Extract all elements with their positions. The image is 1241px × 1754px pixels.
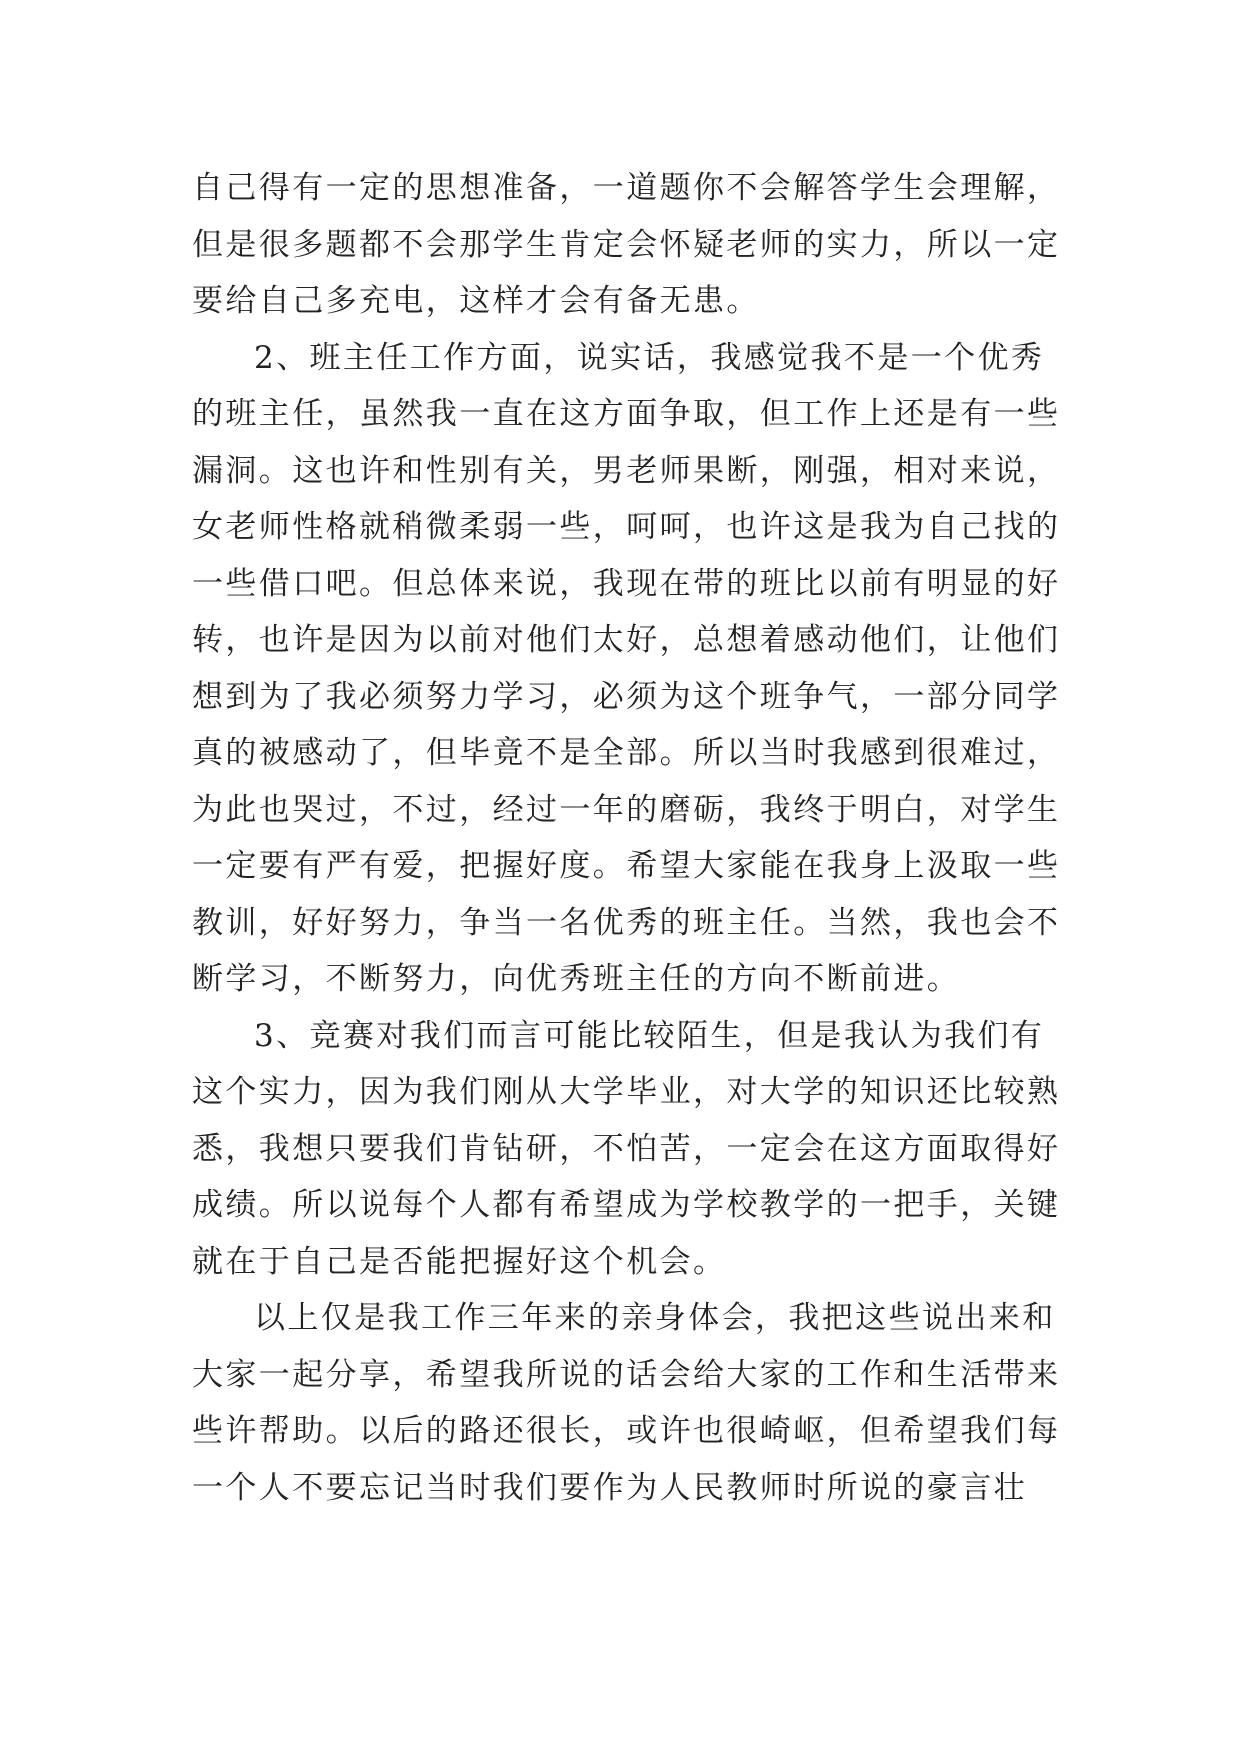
document-body	[192, 160, 1061, 1516]
text-line: 这个实力，因为我们刚从大学毕业，对大学的知识还比较熟	[192, 1074, 1061, 1110]
text-line: 想到为了我必须努力学习，必须为这个班争气，一部分同学	[192, 678, 1061, 715]
text-line: 为此也哭过，不过，经过一年的磨砺，我终于明白，对学生	[192, 791, 1061, 828]
text-line: 一个人不要忘记当时我们要作为人民教师时所说的豪言壮	[192, 1469, 1027, 1506]
text-line: 大家一起分享，希望我所说的话会给大家的工作和生活带来	[192, 1356, 1061, 1393]
text-line: 要给自己多充电，这样才会有备无患。	[192, 283, 760, 319]
text-line: 女老师性格就稍微柔弱一些，呵呵，也许这是我为自己找的	[192, 509, 1061, 545]
text-line: 转，也许是因为以前对他们太好，总想着感动他们，让他们	[192, 622, 1061, 658]
text-line: 些许帮助。以后的路还很长，或许也很崎岖，但希望我们每	[192, 1413, 1061, 1449]
text-line: 成绩。所以说每个人都有希望成为学校教学的一把手，关键	[192, 1187, 1061, 1223]
text-line: 自己得有一定的思想准备，一道题你不会解答学生会理解，	[192, 170, 1061, 206]
paragraph-first-line: 2、班主任工作方面，说实话，我感觉我不是一个优秀	[254, 339, 1045, 376]
text-line: 悉，我想只要我们肯钻研，不怕苦，一定会在这方面取得好	[192, 1130, 1061, 1167]
text-line: 断学习，不断努力，向优秀班主任的方向不断前进。	[192, 961, 961, 997]
text-line: 教训，好好努力，争当一名优秀的班主任。当然，我也会不	[192, 904, 1061, 941]
text-line: 真的被感动了，但毕竟不是全部。所以当时我感到很难过，	[192, 735, 1061, 771]
paragraph-first-line: 3、竞赛对我们而言可能比较陌生，但是我认为我们有	[254, 1017, 1045, 1054]
text-line: 一些借口吧。但总体来说，我现在带的班比以前有明显的好	[192, 565, 1061, 602]
text-line: 就在于自己是否能把握好这个机会。	[192, 1243, 727, 1280]
text-line: 一定要有严有爱，把握好度。希望大家能在我身上汲取一些	[192, 848, 1061, 884]
text-line: 的班主任，虽然我一直在这方面争取，但工作上还是有一些	[192, 396, 1061, 432]
text-line: 但是很多题都不会那学生肯定会怀疑老师的实力，所以一定	[192, 226, 1061, 263]
text-line: 漏洞。这也许和性别有关，男老师果断，刚强，相对来说，	[192, 452, 1061, 489]
paragraph-first-line: 以上仅是我工作三年来的亲身体会，我把这些说出来和	[254, 1300, 1056, 1336]
